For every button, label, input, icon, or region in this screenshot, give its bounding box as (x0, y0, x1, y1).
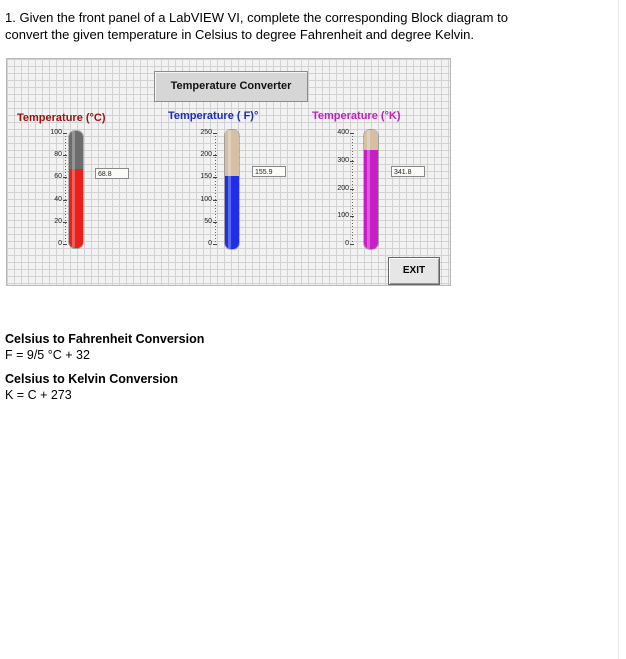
panel-title: Temperature Converter (154, 71, 308, 102)
fahrenheit-conversion-formula: F = 9/5 °C + 32 (5, 348, 90, 362)
celsius-scale-tick (63, 200, 67, 201)
fahrenheit-gauge-label: Temperature ( F)° (168, 110, 259, 122)
kelvin-gauge-label: Temperature (°K) (312, 110, 401, 122)
celsius-thermometer[interactable] (68, 130, 84, 249)
kelvin-scale-tick (350, 189, 354, 190)
celsius-scale-tick (63, 244, 67, 245)
fahrenheit-scale-tick (213, 133, 217, 134)
fahrenheit-thermometer[interactable] (224, 129, 240, 250)
kelvin-thermometer[interactable] (363, 129, 379, 250)
kelvin-scale-tick (350, 133, 354, 134)
fahrenheit-scale-tick-label: 150 (200, 173, 212, 181)
celsius-scale-tick-label: 0 (58, 240, 62, 247)
kelvin-scale (321, 129, 355, 247)
kelvin-thermometer-shine (367, 130, 370, 249)
fahrenheit-readout[interactable]: 155.9 (252, 166, 286, 177)
question-text (5, 9, 605, 43)
fahrenheit-scale-tick-label: 0 (208, 240, 212, 247)
celsius-scale-tick (63, 155, 67, 156)
fahrenheit-scale-tick (213, 177, 217, 178)
celsius-scale-tick-label: 60 (54, 173, 62, 181)
fahrenheit-scale-tick-label: 250 (200, 129, 212, 136)
fahrenheit-scale-tick (213, 244, 217, 245)
celsius-scale-tick (63, 133, 67, 134)
kelvin-scale-tick-label: 300 (337, 156, 349, 164)
kelvin-scale-tick-label: 400 (337, 129, 349, 136)
kelvin-scale-tick-label: 0 (345, 240, 349, 247)
kelvin-scale-tick-label: 200 (337, 184, 349, 192)
fahrenheit-scale (184, 129, 218, 247)
fahrenheit-scale-tick-label: 100 (200, 195, 212, 203)
kelvin-readout[interactable]: 341.8 (391, 166, 425, 177)
celsius-scale-tick-label: 20 (54, 217, 62, 225)
kelvin-conversion-title: Celsius to Kelvin Conversion (5, 372, 178, 386)
fahrenheit-scale-tick (213, 155, 217, 156)
celsius-scale-tick-label: 40 (54, 195, 62, 203)
celsius-scale-tick (63, 177, 67, 178)
fahrenheit-scale-tick-label: 200 (200, 151, 212, 159)
fahrenheit-scale-minor-ticks (215, 133, 216, 244)
celsius-scale-tick-label: 80 (54, 151, 62, 159)
fahrenheit-thermometer-shine (228, 130, 231, 249)
question-line-2: convert the given temperature in Celsius to degree Fahrenheit and degree Kelvin. (5, 27, 475, 42)
fahrenheit-scale-tick (213, 222, 217, 223)
page-edge-rule (618, 0, 619, 659)
celsius-scale-minor-ticks (65, 133, 66, 244)
kelvin-conversion-formula: K = C + 273 (5, 388, 72, 402)
fahrenheit-scale-tick (213, 200, 217, 201)
exit-button[interactable]: EXIT (388, 257, 440, 285)
celsius-scale-tick-label: 100 (50, 129, 62, 136)
kelvin-scale-tick-label: 100 (337, 212, 349, 220)
fahrenheit-scale-tick-label: 50 (204, 217, 212, 225)
celsius-readout[interactable]: 68.8 (95, 168, 129, 179)
celsius-scale-tick (63, 222, 67, 223)
fahrenheit-conversion-title: Celsius to Fahrenheit Conversion (5, 332, 205, 346)
kelvin-scale-tick (350, 216, 354, 217)
celsius-gauge-label: Temperature (°C) (17, 112, 106, 124)
kelvin-scale-tick (350, 161, 354, 162)
celsius-scale (34, 129, 68, 247)
labview-front-panel (6, 58, 451, 286)
question-line-1: 1. Given the front panel of a LabVIEW VI, complete the corresponding Block diagram to (5, 10, 508, 25)
celsius-thermometer-shine (72, 131, 75, 248)
kelvin-scale-tick (350, 244, 354, 245)
